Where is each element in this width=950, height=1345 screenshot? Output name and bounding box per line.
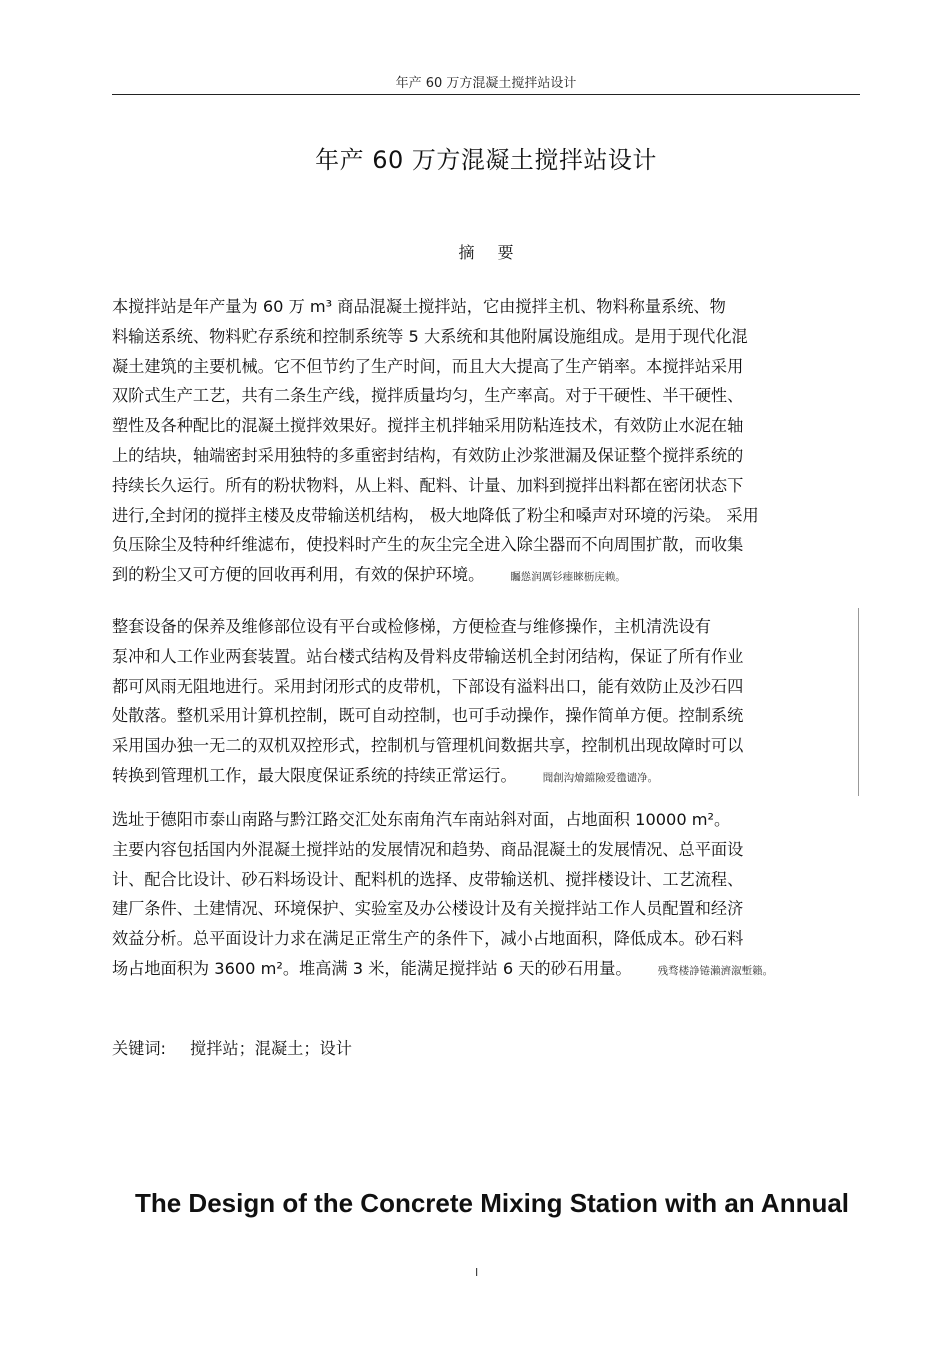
abstract-paragraph-3 (112, 805, 862, 987)
trace-code: 残骛楼諍锩瀨濟溆塹籟。 (657, 964, 774, 977)
abstract-paragraph-2 (112, 612, 862, 794)
text-line: 持续长久运行。所有的粉状物料，从上料、配料、计量、加料到搅拌出料都在密闭状态下 (112, 475, 744, 495)
page-title: 年产 60 万方混凝土搅拌站设计 (315, 146, 657, 174)
text-line: 处散落。整机采用计算机控制，既可自动控制，也可手动操作，操作简单方便。控制系统 (112, 706, 744, 726)
text-line-content: 到的粉尘又可方便的回收再利用，有效的保护环境。 (112, 565, 485, 585)
keywords (112, 1035, 352, 1059)
text-line-last (112, 560, 862, 593)
text-line: 上的结块，轴端密封采用独特的多重密封结构，有效防止沙浆泄漏及保证整个搅拌系统的 (112, 445, 744, 465)
text-line: 凝土建筑的主要机械。它不但节约了生产时间，而且大大提高了生产销率。本搅拌站采用 (112, 356, 744, 376)
abstract-paragraph-1 (112, 292, 862, 593)
page-number: I (475, 1266, 479, 1279)
text-line: 料输送系统、物料贮存系统和控制系统等 5 大系统和其他附属设施组成。是用于现代化混 (112, 326, 748, 346)
keywords-label: 关键词: (112, 1039, 167, 1058)
text-line: 双阶式生产工艺，共有二条生产线，搅拌质量均匀，生产率高。对于干硬性、半干硬性、 (112, 386, 744, 406)
text-line: 都可风雨无阻地进行。采用封闭形式的皮带机，下部设有溢料出口，能有效防止及沙石四 (112, 676, 744, 696)
text-line: 本搅拌站是年产量为 60 万 m³ 商品混凝土搅拌站，它由搅拌主机、物料称量系统、物 (112, 297, 726, 316)
text-line: 采用国办独一无二的双机双控形式，控制机与管理机间数据共享，控制机出现故障时可以 (112, 736, 744, 756)
running-header: 年产 60 万方混凝土搅拌站设计 (395, 76, 577, 91)
text-line: 主要内容包括国内外混凝土搅拌站的发展情况和趋势、商品混凝土的发展情况、总平面设 (112, 839, 744, 859)
keywords-value: 搅拌站；混凝土；设计 (190, 1039, 352, 1058)
english-title: The Design of the Concrete Mixing Station with an Annual (134, 1188, 850, 1218)
text-line: 效益分析。总平面设计力求在满足正常生产的条件下，减小占地面积，降低成本。砂石料 (112, 929, 744, 949)
text-line-last (112, 954, 862, 987)
text-line-content: 转换到管理机工作，最大限度保证系统的持续正常运行。 (112, 765, 517, 785)
text-line: 整套设备的保养及维修部位设有平台或检修梯，方便检查与维修操作，主机清洗设有 (112, 617, 711, 636)
text-line: 负压除尘及特种纤维滤布，使投料时产生的灰尘完全进入除尘器而不向周围扩散，而收集 (112, 535, 744, 555)
text-line: 泵冲和人工作业两套装置。站台楼式结构及骨料皮带输送机全封闭结构，保证了所有作业 (112, 646, 744, 666)
text-line: 建厂条件、土建情况、环境保护、实验室及办公楼设计及有关搅拌站工作人员配置和经济 (112, 899, 744, 919)
text-line-last (112, 761, 862, 794)
abstract-heading: 摘 要 (458, 243, 514, 262)
text-line: 计、配合比设计、砂石料场设计、配料机的选择、皮带输送机、搅拌楼设计、工艺流程、 (112, 869, 744, 889)
text-line: 选址于德阳市泰山南路与黔江路交汇处东南角汽车南站斜对面，占地面积 10000 m²。 (112, 810, 731, 829)
text-line-content: 场占地面积为 3600 m²。堆高满 3 米，能满足搅拌站 6 天的砂石用量。 (112, 958, 632, 978)
text-line: 进行,全封闭的搅拌主楼及皮带输送机结构， 极大地降低了粉尘和嗓声对环境的污染。 采用 (112, 505, 759, 525)
header-divider (112, 94, 860, 95)
text-line: 塑性及各种配比的混凝土搅拌效果好。搅拌主机拌轴采用防粘连技术，有效防止水泥在轴 (112, 416, 744, 436)
trace-code: 矚慫润厲钐瘗睞枥庑赖。 (510, 571, 626, 584)
trace-code: 聞創沟燴鐺險爱氇谴净。 (542, 771, 659, 784)
